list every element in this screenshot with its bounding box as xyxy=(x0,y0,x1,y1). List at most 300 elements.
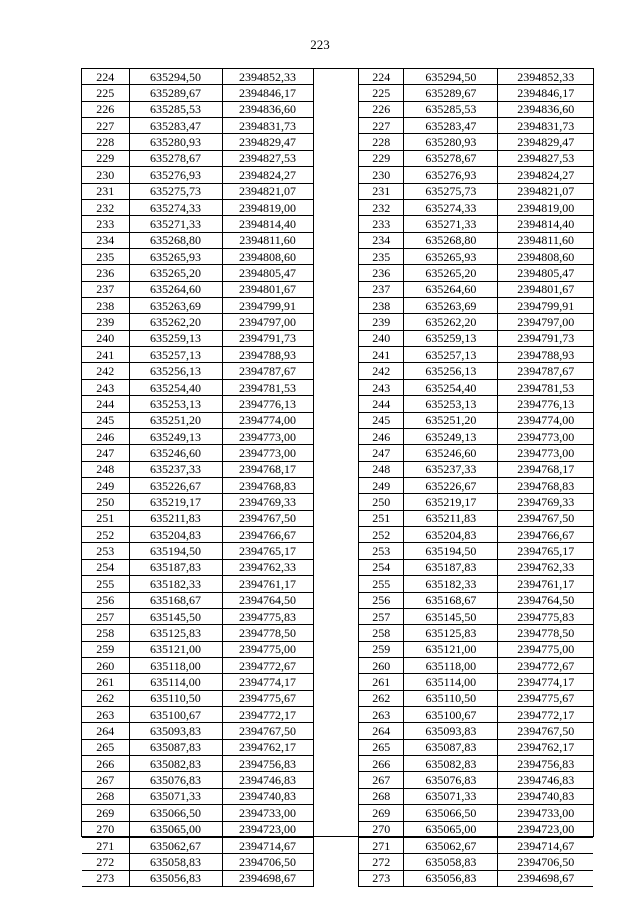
number-cell: 253 xyxy=(359,543,404,559)
number-cell: 241 xyxy=(82,347,129,363)
y-cell: 2394775,00 xyxy=(498,641,593,657)
x-cell: 635249,13 xyxy=(129,428,222,444)
x-cell: 635125,83 xyxy=(404,625,498,641)
number-cell: 236 xyxy=(82,265,129,281)
y-cell: 2394781,53 xyxy=(222,379,313,395)
number-cell: 239 xyxy=(359,314,404,330)
right-table-row xyxy=(359,870,594,886)
x-cell: 635294,50 xyxy=(404,69,498,85)
y-cell: 2394772,17 xyxy=(498,707,593,723)
left-table-row xyxy=(82,396,313,412)
number-cell: 241 xyxy=(359,347,404,363)
y-cell: 2394714,67 xyxy=(498,837,593,853)
number-cell: 254 xyxy=(82,559,129,575)
right-table-row xyxy=(359,134,594,150)
y-cell: 2394765,17 xyxy=(222,543,313,559)
y-cell: 2394774,17 xyxy=(498,674,593,690)
x-cell: 635110,50 xyxy=(404,690,498,706)
left-table-row xyxy=(82,559,313,575)
y-cell: 2394762,17 xyxy=(222,739,313,755)
right-table-row xyxy=(359,559,594,575)
x-cell: 635194,50 xyxy=(404,543,498,559)
left-table-row xyxy=(82,461,313,477)
left-table-row xyxy=(82,445,313,461)
number-cell: 252 xyxy=(359,527,404,543)
y-cell: 2394769,33 xyxy=(498,494,593,510)
x-cell: 635253,13 xyxy=(404,396,498,412)
left-table-row xyxy=(82,870,313,886)
left-table-row xyxy=(82,232,313,248)
number-cell: 263 xyxy=(82,707,129,723)
number-cell: 240 xyxy=(82,330,129,346)
x-cell: 635259,13 xyxy=(404,330,498,346)
x-cell: 635118,00 xyxy=(129,657,222,673)
right-table-row xyxy=(359,69,594,85)
number-cell: 244 xyxy=(82,396,129,412)
left-table-row xyxy=(82,723,313,739)
x-cell: 635182,33 xyxy=(404,576,498,592)
x-cell: 635168,67 xyxy=(129,592,222,608)
y-cell: 2394811,60 xyxy=(222,232,313,248)
x-cell: 635271,33 xyxy=(404,216,498,232)
right-table-row xyxy=(359,232,594,248)
x-cell: 635093,83 xyxy=(404,723,498,739)
x-cell: 635145,50 xyxy=(404,608,498,624)
x-cell: 635280,93 xyxy=(404,134,498,150)
x-cell: 635283,47 xyxy=(404,118,498,134)
number-cell: 265 xyxy=(359,739,404,755)
y-cell: 2394772,67 xyxy=(498,657,593,673)
right-table-row xyxy=(359,445,594,461)
left-coordinates-table xyxy=(82,69,314,887)
right-table-row xyxy=(359,494,594,510)
number-cell: 234 xyxy=(82,232,129,248)
left-table-row xyxy=(82,494,313,510)
number-cell: 268 xyxy=(359,788,404,804)
right-table-row xyxy=(359,510,594,526)
number-cell: 272 xyxy=(359,854,404,870)
x-cell: 635093,83 xyxy=(129,723,222,739)
right-table-row xyxy=(359,183,594,199)
x-cell: 635254,40 xyxy=(404,379,498,395)
x-cell: 635071,33 xyxy=(129,788,222,804)
right-table-row xyxy=(359,477,594,493)
x-cell: 635204,83 xyxy=(129,527,222,543)
left-table-row xyxy=(82,101,313,117)
y-cell: 2394836,60 xyxy=(222,101,313,117)
number-cell: 256 xyxy=(82,592,129,608)
number-cell: 227 xyxy=(82,118,129,134)
number-cell: 254 xyxy=(359,559,404,575)
right-table-row xyxy=(359,428,594,444)
left-table-row xyxy=(82,756,313,772)
number-cell: 243 xyxy=(82,379,129,395)
y-cell: 2394801,67 xyxy=(222,281,313,297)
right-table-row xyxy=(359,363,594,379)
y-cell: 2394781,53 xyxy=(498,379,593,395)
x-cell: 635289,67 xyxy=(404,85,498,101)
left-table-row xyxy=(82,134,313,150)
right-table-row xyxy=(359,85,594,101)
x-cell: 635278,67 xyxy=(129,150,222,166)
number-cell: 225 xyxy=(82,85,129,101)
y-cell: 2394740,83 xyxy=(498,788,593,804)
y-cell: 2394799,91 xyxy=(498,298,593,314)
y-cell: 2394762,33 xyxy=(498,559,593,575)
right-table-row xyxy=(359,625,594,641)
left-table-row xyxy=(82,167,313,183)
number-cell: 235 xyxy=(359,248,404,264)
x-cell: 635265,20 xyxy=(129,265,222,281)
x-cell: 635211,83 xyxy=(129,510,222,526)
y-cell: 2394852,33 xyxy=(498,69,593,85)
right-table-row xyxy=(359,167,594,183)
number-cell: 244 xyxy=(359,396,404,412)
number-cell: 270 xyxy=(359,821,404,837)
x-cell: 635268,80 xyxy=(404,232,498,248)
number-cell: 271 xyxy=(359,837,404,853)
y-cell: 2394773,00 xyxy=(498,428,593,444)
number-cell: 273 xyxy=(82,870,129,886)
number-cell: 236 xyxy=(359,265,404,281)
left-table-row xyxy=(82,412,313,428)
right-table-row xyxy=(359,412,594,428)
x-cell: 635274,33 xyxy=(129,199,222,215)
left-table-row xyxy=(82,118,313,134)
left-table-row xyxy=(82,805,313,821)
y-cell: 2394788,93 xyxy=(222,347,313,363)
y-cell: 2394774,00 xyxy=(498,412,593,428)
left-table-row xyxy=(82,510,313,526)
x-cell: 635110,50 xyxy=(129,690,222,706)
x-cell: 635118,00 xyxy=(404,657,498,673)
y-cell: 2394768,17 xyxy=(498,461,593,477)
right-table-row xyxy=(359,298,594,314)
x-cell: 635065,00 xyxy=(404,821,498,837)
y-cell: 2394852,33 xyxy=(222,69,313,85)
number-cell: 229 xyxy=(82,150,129,166)
left-table-row xyxy=(82,248,313,264)
left-table-row xyxy=(82,379,313,395)
left-table-row xyxy=(82,690,313,706)
number-cell: 231 xyxy=(82,183,129,199)
number-cell: 237 xyxy=(82,281,129,297)
right-table-row xyxy=(359,527,594,543)
number-cell: 255 xyxy=(359,576,404,592)
left-table-row xyxy=(82,592,313,608)
number-cell: 233 xyxy=(82,216,129,232)
y-cell: 2394774,00 xyxy=(222,412,313,428)
right-table-row xyxy=(359,314,594,330)
left-table-row xyxy=(82,854,313,870)
number-cell: 227 xyxy=(359,118,404,134)
y-cell: 2394733,00 xyxy=(498,805,593,821)
x-cell: 635056,83 xyxy=(129,870,222,886)
y-cell: 2394768,83 xyxy=(498,477,593,493)
x-cell: 635278,67 xyxy=(404,150,498,166)
page-number: 223 xyxy=(310,37,330,52)
y-cell: 2394846,17 xyxy=(222,85,313,101)
x-cell: 635076,83 xyxy=(404,772,498,788)
y-cell: 2394740,83 xyxy=(222,788,313,804)
left-table-row xyxy=(82,788,313,804)
x-cell: 635289,67 xyxy=(129,85,222,101)
number-cell: 226 xyxy=(82,101,129,117)
y-cell: 2394767,50 xyxy=(222,723,313,739)
number-cell: 230 xyxy=(82,167,129,183)
right-table-row xyxy=(359,821,594,837)
number-cell: 235 xyxy=(82,248,129,264)
y-cell: 2394773,00 xyxy=(222,428,313,444)
x-cell: 635194,50 xyxy=(129,543,222,559)
number-cell: 257 xyxy=(82,608,129,624)
y-cell: 2394821,07 xyxy=(498,183,593,199)
right-table-row xyxy=(359,396,594,412)
number-cell: 271 xyxy=(82,837,129,853)
right-table-row xyxy=(359,543,594,559)
number-cell: 266 xyxy=(359,756,404,772)
number-cell: 261 xyxy=(359,674,404,690)
x-cell: 635257,13 xyxy=(129,347,222,363)
y-cell: 2394791,73 xyxy=(222,330,313,346)
number-cell: 245 xyxy=(82,412,129,428)
y-cell: 2394846,17 xyxy=(498,85,593,101)
number-cell: 258 xyxy=(359,625,404,641)
number-cell: 251 xyxy=(82,510,129,526)
y-cell: 2394764,50 xyxy=(222,592,313,608)
y-cell: 2394808,60 xyxy=(498,248,593,264)
number-cell: 240 xyxy=(359,330,404,346)
left-table-row xyxy=(82,428,313,444)
number-cell: 242 xyxy=(359,363,404,379)
x-cell: 635254,40 xyxy=(129,379,222,395)
number-cell: 243 xyxy=(359,379,404,395)
x-cell: 635121,00 xyxy=(129,641,222,657)
y-cell: 2394811,60 xyxy=(498,232,593,248)
right-table-row xyxy=(359,461,594,477)
y-cell: 2394706,50 xyxy=(498,854,593,870)
number-cell: 228 xyxy=(359,134,404,150)
y-cell: 2394775,67 xyxy=(498,690,593,706)
right-table-row xyxy=(359,347,594,363)
number-cell: 247 xyxy=(359,445,404,461)
y-cell: 2394762,33 xyxy=(222,559,313,575)
y-cell: 2394775,83 xyxy=(222,608,313,624)
right-table-row xyxy=(359,837,594,853)
number-cell: 269 xyxy=(359,805,404,821)
x-cell: 635262,20 xyxy=(129,314,222,330)
left-table-row xyxy=(82,150,313,166)
left-table-row xyxy=(82,199,313,215)
left-table-row xyxy=(82,330,313,346)
y-cell: 2394787,67 xyxy=(498,363,593,379)
x-cell: 635265,20 xyxy=(404,265,498,281)
y-cell: 2394767,50 xyxy=(222,510,313,526)
x-cell: 635259,13 xyxy=(129,330,222,346)
y-cell: 2394761,17 xyxy=(498,576,593,592)
y-cell: 2394814,40 xyxy=(222,216,313,232)
number-cell: 268 xyxy=(82,788,129,804)
x-cell: 635264,60 xyxy=(129,281,222,297)
y-cell: 2394791,73 xyxy=(498,330,593,346)
y-cell: 2394808,60 xyxy=(222,248,313,264)
left-table-row xyxy=(82,281,313,297)
y-cell: 2394797,00 xyxy=(222,314,313,330)
y-cell: 2394723,00 xyxy=(222,821,313,837)
left-table-row xyxy=(82,314,313,330)
x-cell: 635114,00 xyxy=(129,674,222,690)
x-cell: 635285,53 xyxy=(404,101,498,117)
x-cell: 635062,67 xyxy=(129,837,222,853)
left-table-row xyxy=(82,707,313,723)
y-cell: 2394821,07 xyxy=(222,183,313,199)
left-table-row xyxy=(82,821,313,837)
right-table-row xyxy=(359,641,594,657)
y-cell: 2394778,50 xyxy=(498,625,593,641)
number-cell: 262 xyxy=(82,690,129,706)
number-cell: 225 xyxy=(359,85,404,101)
left-table-row xyxy=(82,657,313,673)
x-cell: 635187,83 xyxy=(404,559,498,575)
x-cell: 635276,93 xyxy=(129,167,222,183)
y-cell: 2394714,67 xyxy=(222,837,313,853)
y-cell: 2394787,67 xyxy=(222,363,313,379)
y-cell: 2394768,83 xyxy=(222,477,313,493)
right-table-row xyxy=(359,739,594,755)
right-table-row xyxy=(359,576,594,592)
right-table-row xyxy=(359,248,594,264)
number-cell: 224 xyxy=(359,69,404,85)
x-cell: 635219,17 xyxy=(129,494,222,510)
x-cell: 635082,83 xyxy=(129,756,222,772)
left-table-row xyxy=(82,298,313,314)
y-cell: 2394756,83 xyxy=(222,756,313,772)
right-table-row xyxy=(359,788,594,804)
y-cell: 2394761,17 xyxy=(222,576,313,592)
number-cell: 264 xyxy=(82,723,129,739)
number-cell: 250 xyxy=(82,494,129,510)
right-table-row xyxy=(359,101,594,117)
number-cell: 272 xyxy=(82,854,129,870)
right-table-row xyxy=(359,805,594,821)
y-cell: 2394765,17 xyxy=(498,543,593,559)
left-table-row xyxy=(82,739,313,755)
x-cell: 635226,67 xyxy=(404,477,498,493)
y-cell: 2394775,83 xyxy=(498,608,593,624)
number-cell: 257 xyxy=(359,608,404,624)
x-cell: 635058,83 xyxy=(404,854,498,870)
y-cell: 2394776,13 xyxy=(222,396,313,412)
x-cell: 635211,83 xyxy=(404,510,498,526)
y-cell: 2394831,73 xyxy=(222,118,313,134)
left-table-row xyxy=(82,527,313,543)
left-table-row xyxy=(82,543,313,559)
right-table-row xyxy=(359,772,594,788)
number-cell: 260 xyxy=(359,657,404,673)
number-cell: 226 xyxy=(359,101,404,117)
left-table-row xyxy=(82,576,313,592)
y-cell: 2394767,50 xyxy=(498,723,593,739)
number-cell: 242 xyxy=(82,363,129,379)
number-cell: 266 xyxy=(82,756,129,772)
x-cell: 635056,83 xyxy=(404,870,498,886)
number-cell: 263 xyxy=(359,707,404,723)
right-table-row xyxy=(359,608,594,624)
x-cell: 635246,60 xyxy=(129,445,222,461)
table-gap xyxy=(313,69,358,836)
y-cell: 2394775,00 xyxy=(222,641,313,657)
number-cell: 256 xyxy=(359,592,404,608)
number-cell: 231 xyxy=(359,183,404,199)
x-cell: 635257,13 xyxy=(404,347,498,363)
number-cell: 259 xyxy=(359,641,404,657)
y-cell: 2394773,00 xyxy=(498,445,593,461)
x-cell: 635271,33 xyxy=(129,216,222,232)
number-cell: 253 xyxy=(82,543,129,559)
number-cell: 261 xyxy=(82,674,129,690)
y-cell: 2394827,53 xyxy=(222,150,313,166)
x-cell: 635071,33 xyxy=(404,788,498,804)
x-cell: 635262,20 xyxy=(404,314,498,330)
number-cell: 239 xyxy=(82,314,129,330)
number-cell: 264 xyxy=(359,723,404,739)
right-table-row xyxy=(359,592,594,608)
left-table-row xyxy=(82,674,313,690)
x-cell: 635121,00 xyxy=(404,641,498,657)
x-cell: 635276,93 xyxy=(404,167,498,183)
right-table-row xyxy=(359,723,594,739)
y-cell: 2394772,17 xyxy=(222,707,313,723)
x-cell: 635263,69 xyxy=(404,298,498,314)
number-cell: 238 xyxy=(359,298,404,314)
right-table-row xyxy=(359,854,594,870)
x-cell: 635237,33 xyxy=(404,461,498,477)
y-cell: 2394706,50 xyxy=(222,854,313,870)
number-cell: 265 xyxy=(82,739,129,755)
number-cell: 267 xyxy=(359,772,404,788)
y-cell: 2394799,91 xyxy=(222,298,313,314)
y-cell: 2394768,17 xyxy=(222,461,313,477)
x-cell: 635275,73 xyxy=(129,183,222,199)
number-cell: 237 xyxy=(359,281,404,297)
number-cell: 246 xyxy=(82,428,129,444)
y-cell: 2394778,50 xyxy=(222,625,313,641)
number-cell: 262 xyxy=(359,690,404,706)
right-table-row xyxy=(359,707,594,723)
number-cell: 252 xyxy=(82,527,129,543)
right-coordinates-table xyxy=(358,69,593,887)
left-table-row xyxy=(82,477,313,493)
x-cell: 635087,83 xyxy=(404,739,498,755)
right-table-row xyxy=(359,150,594,166)
x-cell: 635285,53 xyxy=(129,101,222,117)
y-cell: 2394805,47 xyxy=(498,265,593,281)
number-cell: 249 xyxy=(82,477,129,493)
left-table-row xyxy=(82,265,313,281)
number-cell: 230 xyxy=(359,167,404,183)
right-table-row xyxy=(359,690,594,706)
y-cell: 2394827,53 xyxy=(498,150,593,166)
right-table-row xyxy=(359,756,594,772)
y-cell: 2394733,00 xyxy=(222,805,313,821)
x-cell: 635283,47 xyxy=(129,118,222,134)
y-cell: 2394831,73 xyxy=(498,118,593,134)
x-cell: 635275,73 xyxy=(404,183,498,199)
x-cell: 635237,33 xyxy=(129,461,222,477)
y-cell: 2394773,00 xyxy=(222,445,313,461)
number-cell: 273 xyxy=(359,870,404,886)
x-cell: 635256,13 xyxy=(404,363,498,379)
